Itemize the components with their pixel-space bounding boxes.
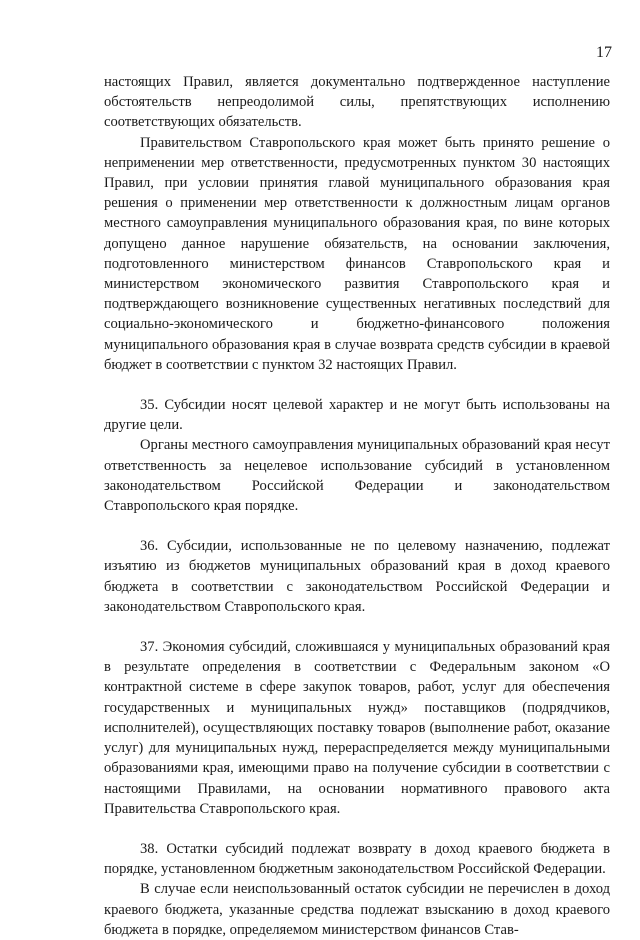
document-body [104,72,610,940]
paragraph-clause-38: 38. Остатки субсидий подлежат возврату в доход краевого бюджета в порядке, установленном бюджетным законодательством Российской Федерации. [104,840,610,878]
paragraph-clause-37: 37. Экономия субсидий, сложившаяся у муниципальных образований края в результате определения в соответствии с Федеральным законом «О контрактной системе в сфере закупок товаров, работ, услуг для обеспечения государственных и муниципальных нужд» поставщиков (подрядчиков, исполнителей), осуществляющих поставку товаров (выполнение работ, оказание услуг) для муниципальных нужд, перераспределяется между муниципальными образованиями края, имеющими право на получение субсидии в соответствии с настоящими Правилами, на основании нормативного правового акта Правительства Ставропольского края. [104,639,610,817]
paragraph-clause-35: 35. Субсидии носят целевой характер и не могут быть использованы на другие цели. [104,397,610,434]
page-number: 17 [596,44,612,61]
paragraph-unused-balance: В случае если неиспользованный остаток субсидии не перечислен в доход краевого бюджета, указанные средства подлежат взысканию в доход краевого бюджета в порядке, определяемом министерством финансов Став- [104,881,610,938]
paragraph-local-authorities-responsibility: Органы местного самоуправления муниципальных образований края несут ответственность за нецелевое использование субсидий в установленном законодательством Российской Федерации и законодательством Ставропольского края порядке. [104,437,610,515]
paragraph-clause-36: 36. Субсидии, использованные не по целевому назначению, подлежат изъятию из бюджетов муниципальных образований края в доход краевого бюджета в соответствии с законодательством Российской Федерации и законодательством Ставропольского края. [104,538,610,615]
paragraph-government-decision: Правительством Ставропольского края может быть принято решение о неприменении мер ответственности, предусмотренных пунктом 30 настоящих Правил, при условии принятия главой муниципального образования края решения о применении мер ответственности к должностным лицам органов местного самоуправления муниципального образования края, по вине которых допущено данное нарушение обязательств, на основании заключения, подготовленного министерством финансов Ставропольского края и министерством экономического развития Ставропольского края и подтверждающего возникновение существенных негативных последствий для социально-экономического и бюджетно-финансового положения муниципального образования края в случае возврата средств субсидии в краевой бюджет в соответствии с пунктом 32 настоящих Правил. [104,134,610,373]
paragraph-continuation: настоящих Правил, является документально подтвержденное наступление обстоятельств непреодолимой силы, препятствующих исполнению соответствующих обязательств. [104,74,610,131]
